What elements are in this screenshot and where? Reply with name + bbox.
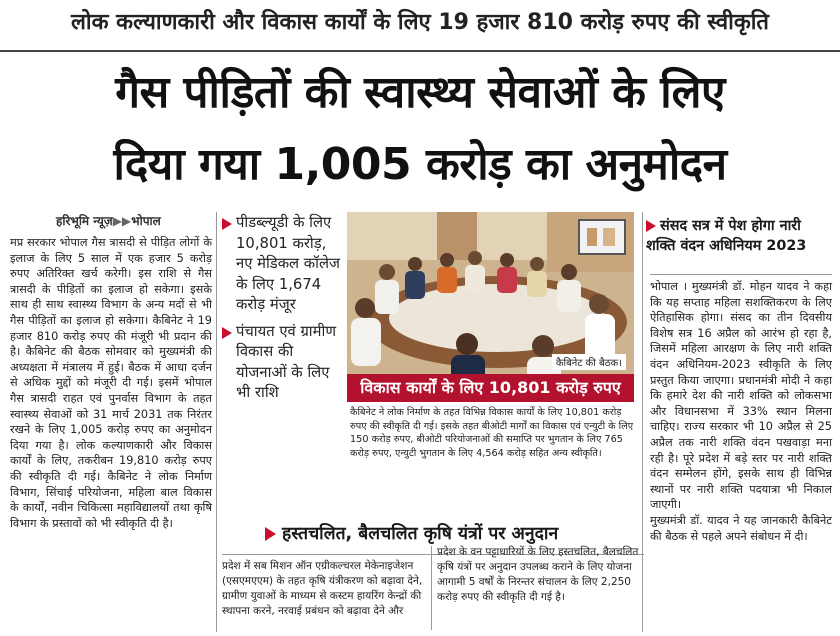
right-column-para-1: भोपाल । मुख्यमंत्री डॉ. मोहन यादव ने कहा कि यह सप्ताह महिला सशक्तिकरण के लिए ऐतिहासिक होगा। संसद का तीन दिवसीय विशेष सत्र 16 अप्रैल को आरंभ हो रहा है, जिसमें महिला आरक्षण के लिए नारी शक्ति वंदन अधिनियम-2023 स्वीकृति के लिए प्रस्तुत किया जाएगा। प्रधानमंत्री मोदी ने कहा कि हमारे देश की नारी शक्ति को लोकसभा और विधानसभा में 33% स्थान मिलना चाहिए। राज्य सरकार भी 10 अप्रैल से 25 अप्रैल तक नारी शक्ति वंदन पखवाड़ा मना रही है। पूरे प्रदेश में बड़े स्तर पर नारी शक्ति वंदन सम्मेलन होंगे, इसके साथ ही विभिन्न स्थानों पर नारी शक्ति पदयात्रा भी निकाल जाएगी।: [650, 280, 832, 512]
right-column-divider: [650, 274, 832, 275]
meeting-photo-illustration: [347, 212, 634, 374]
highlight-point: [222, 213, 342, 316]
kicker-strap: लोक कल्याणकारी और विकास कार्यों के लिए 19 हजार 810 करोड़ रुपए की स्वीकृति: [0, 0, 840, 52]
right-column-heading-text: संसद सत्र में पेश होगा नारी शक्ति वंदन अधिनियम 2023: [646, 218, 807, 254]
byline-place: भोपाल: [131, 214, 161, 228]
section-column-b: प्रदेश के वन पट्टाधारियों के लिए हस्तचलित, बैलचलित कृषि यंत्रों पर अनुदान उपलब्ध कराने के लिए योजना आगामी 5 वर्षों के निरन्तर संचालन के लिए 2,250 करोड़ रुपए की स्वीकृति दी गई है।: [437, 546, 639, 603]
left-column-story: [10, 235, 212, 531]
byline-source: हरिभूमि न्यूज़: [56, 214, 113, 228]
highlight-point-text: पीडब्ल्यूडी के लिए 10,801 करोड़, नए मेडिकल कॉलेज के लिए 1,674 करोड़ मंजूर: [236, 214, 341, 313]
cabinet-meeting-photo: [347, 212, 634, 374]
section-column-divider: [431, 546, 432, 630]
byline: [56, 212, 161, 229]
section-heading-text: हस्तचलित, बैलचलित कृषि यंत्रों पर अनुदान: [282, 524, 559, 544]
left-column-body: मप्र सरकार भोपाल गैस त्रासदी से पीड़ित लोगों के इलाज के लिए 5 साल में एक हजार 5 करोड़ रुपए अतिरिक्त खर्च करेगी। इस राशि से गैस त्रासदी के पीड़ितों का इलाज हो सकेगा। इसके साथ ही साथ स्वास्थ्य विभाग के अन्य मदों से भी गैस पीड़ितों का इलाज हो सकेगा। कैबिनेट ने 19 हजार 810 करोड़ रुपए की मंजूरी भी प्रदान की है। कैबिनेट की बैठक सोमवार को मुख्यमंत्री की अध्यक्षता में मंत्रालय में हुई। बैठक में आधा दर्जन से अधिक मुद्दों को मंजूरी दी गई। इसमें भोपाल गैस त्रासदी राहत एवं पुनर्वास विभाग के तहत स्वास्थ्य सेवाओं को 31 मार्च 2031 तक निरंतर रखने के लिए 1,005 करोड़ रुपए का अनुमोदन दिया गया है। लोक कल्याणकारी और विकास कार्यों के लिए, तकरीबन 19,810 करोड़ रुपए की स्वीकृति दी गई। कैबिनेट ने लोक निर्माण विभाग, सिंचाई परियोजना, महिला बाल विकास के कार्यों, नवीन चिकित्सा महाविद्यालयों तथा कृषि विभाग के प्रस्तावों को भी स्वीकृति दी है।: [10, 236, 212, 530]
bullet-triangle-icon: [222, 327, 232, 339]
bullet-triangle-icon: [222, 218, 232, 230]
highlight-point: [222, 322, 342, 404]
photo-story-text: कैबिनेट ने लोक निर्माण के तहत विभिन्न विकास कार्यों के लिए 10,801 करोड़ रुपए की स्वीकृति दी गई। इसके तहत बीओटी मार्गों का विकास एवं एन्युटी के लिए 150 करोड़ रुपए, बीओटी परियोजनाओं की समाप्ति पर भुगतान के लिए 765 करोड़ रुपए, एन्युटी भुगतान के लिए 4,564 करोड़ सहित अन्य स्वीकृति।: [350, 407, 634, 459]
bullet-triangle-icon: [265, 527, 276, 541]
column-divider: [216, 212, 217, 632]
section-heading: [265, 521, 647, 547]
photo-caption: कैबिनेट की बैठक।: [552, 354, 626, 370]
right-column-story: [646, 212, 832, 256]
highlight-point-text: पंचायत एवं ग्रामीण विकास की योजनाओं के लिए भी राशि: [236, 322, 337, 401]
section-column-a: प्रदेश में सब मिशन ऑन एग्रीकल्चरल मेकेनाइजेशन (एसएमएएम) के तहत कृषि यंत्रीकरण को बढ़ावा देने, ग्रामीण युवाओं के माध्यम से कस्टम हायरिंग केन्द्रों की स्थापना करने, नरवाई प्रबंधन को बढ़ावा देने और: [222, 560, 423, 617]
headline-line-1: गैस पीड़ितों की स्वास्थ्य सेवाओं के लिए: [115, 67, 725, 118]
highlight-points: [222, 213, 342, 410]
bullet-triangle-icon: [646, 220, 656, 232]
headline-line-2: दिया गया 1,005 करोड़ का अनुमोदन: [113, 139, 727, 190]
byline-arrow-icon: ▶▶: [112, 214, 132, 228]
right-column-para-2: मुख्यमंत्री डॉ. यादव ने यह जानकारी कैबिनेट की बैठक से पहले अपने संबोधन में दी।: [650, 513, 832, 543]
photo-banner-headline: विकास कार्यों के लिए 10,801 करोड़ रुपए: [347, 374, 634, 402]
right-column-body: [650, 279, 832, 544]
right-column-heading: [646, 212, 832, 256]
